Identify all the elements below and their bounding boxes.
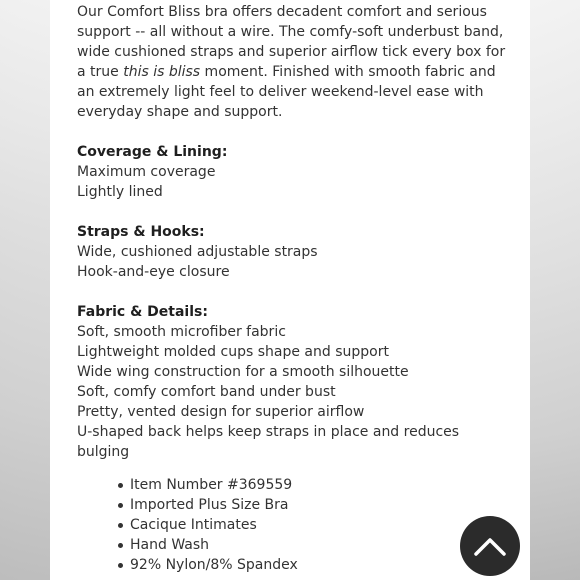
intro-paragraph	[77, 2, 517, 122]
left-blurred-background	[0, 0, 50, 580]
list-item: Hand Wash	[130, 535, 298, 555]
fabric-line: U-shaped back helps keep straps in place and reduces	[77, 424, 460, 440]
fabric-line: Lightweight molded cups shape and support	[77, 344, 389, 360]
list-item: Imported Plus Size Bra	[130, 495, 298, 515]
coverage-line: Maximum coverage	[77, 164, 216, 180]
intro-text-end: moment. Finished with smooth fabric and an extremely light feel to deliver weekend-level ease with everyday shape and support.	[77, 64, 496, 120]
intro-text-italic: this is bliss	[123, 64, 201, 80]
product-details-list	[130, 475, 298, 575]
straps-line: Hook-and-eye closure	[77, 264, 230, 280]
scroll-to-top-button[interactable]	[460, 516, 520, 576]
straps-line: Wide, cushioned adjustable straps	[77, 244, 318, 260]
list-item: Cacique Intimates	[130, 515, 298, 535]
fabric-line: Wide wing construction for a smooth silhouette	[77, 364, 409, 380]
right-blurred-background	[530, 0, 580, 580]
list-item: 92% Nylon/8% Spandex	[130, 557, 298, 573]
chevron-up-icon	[473, 535, 507, 557]
fabric-line: Soft, comfy comfort band under bust	[77, 384, 336, 400]
fabric-line: bulging	[77, 444, 130, 460]
fabric-heading: Fabric & Details:	[77, 304, 208, 320]
product-description-panel	[50, 0, 530, 580]
straps-heading: Straps & Hooks:	[77, 224, 205, 240]
fabric-line: Soft, smooth microfiber fabric	[77, 324, 286, 340]
fabric-line: Pretty, vented design for superior airflow	[77, 404, 365, 420]
list-item: Item Number #369559	[130, 475, 298, 495]
coverage-line: Lightly lined	[77, 184, 163, 200]
intro-text-start: Our Comfort Bliss bra offers decadent comfort and serious support -- all without a wire. The comfy-soft underbust band, wide cushioned straps and superior airflow tick every box for a true	[77, 4, 506, 80]
coverage-heading: Coverage & Lining:	[77, 144, 228, 160]
